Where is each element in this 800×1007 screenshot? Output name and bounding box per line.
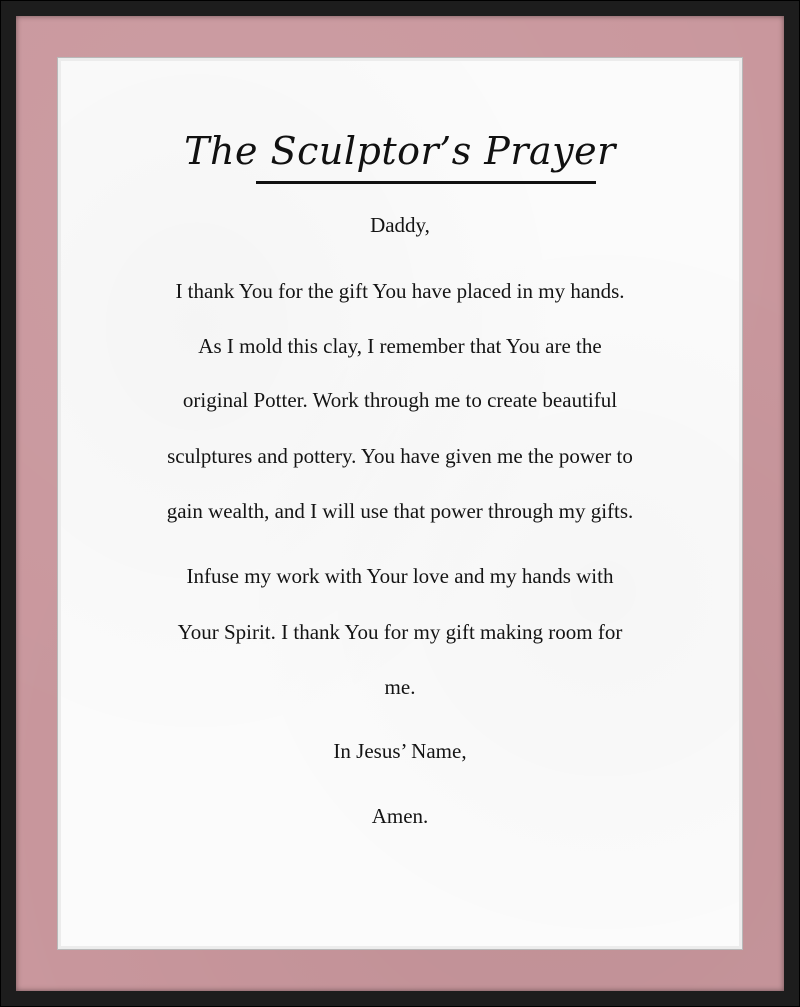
body-line: As I mold this clay, I remember that You are the <box>198 334 602 358</box>
document-title: The Sculptor’s Prayer <box>184 129 616 173</box>
title-underline <box>256 181 596 184</box>
body-line: me. <box>384 675 416 699</box>
amen-line: Amen. <box>371 804 429 828</box>
closing-line: In Jesus’ Name, <box>333 739 467 763</box>
body-line: Infuse my work with Your love and my hands with <box>186 564 614 588</box>
salutation-line: Daddy, <box>370 213 430 237</box>
body-line: Your Spirit. I thank You for my gift making room for <box>177 620 623 644</box>
body-line: sculptures and pottery. You have given me the power to <box>167 444 633 468</box>
body-line: gain wealth, and I will use that power through my gifts. <box>166 499 634 523</box>
body-line: original Potter. Work through me to create beautiful <box>182 388 618 412</box>
body-line: I thank You for the gift You have placed in my hands. <box>175 279 625 303</box>
